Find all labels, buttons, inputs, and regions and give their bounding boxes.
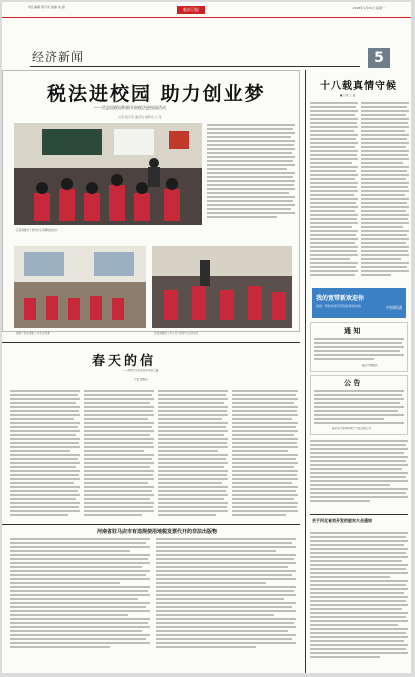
issue-date: 2018年1月30日 星期一 xyxy=(352,6,385,10)
feature-col-4 xyxy=(232,390,298,520)
feature-byline: 记者 晨税岳 xyxy=(134,378,148,381)
lead-subhead: ——莒县国税局积极开展税法进校园活动 xyxy=(94,105,166,110)
editor-info: 责任编辑 程平亮 美编 刘 超 xyxy=(28,5,65,9)
feature-top-rule xyxy=(2,342,300,343)
column-divider xyxy=(305,70,306,673)
interaction-illustration xyxy=(152,246,292,328)
bottom-notice-col-2 xyxy=(156,538,296,668)
caption-lecture: 国税干部在课堂上为学生讲课 xyxy=(16,332,50,335)
feature-headline: 春天的信 xyxy=(92,354,157,369)
notice-signature: 临沂市国税局 xyxy=(362,364,378,367)
announcement-title: 公 告 xyxy=(344,378,361,387)
newspaper-page xyxy=(2,2,411,673)
right-bottom-text xyxy=(310,532,408,668)
announcement-signature: 临沂东方星城房地产开发有限公司 xyxy=(332,427,371,430)
bottom-notice-col-1 xyxy=(10,538,150,668)
lecture-photo xyxy=(14,246,146,328)
notice-title: 通 知 xyxy=(344,326,361,335)
lead-byline: 记者 程平亮 通讯员 褚辉亮 公 莹 xyxy=(118,115,162,119)
broadband-ad xyxy=(312,288,406,318)
caption-interaction: 莒县国税局工作人员与同学们互动交流 xyxy=(154,332,199,335)
bottom-notice-title: 河南省驻马店市有违规使用地税发票代开的非法出版物 xyxy=(96,529,217,535)
classroom-photo xyxy=(14,123,202,225)
masthead-strip xyxy=(2,2,411,18)
right-bottom-title: 关于河北省刘开发的股东大会通知 xyxy=(312,518,372,523)
lead-headline: 税法进校园 助力创业梦 xyxy=(47,83,266,105)
feature-col-1 xyxy=(10,390,80,520)
classroom-illustration xyxy=(14,123,202,225)
feature-col-2 xyxy=(84,390,154,520)
right-bottom-rule xyxy=(310,514,408,515)
section-rule xyxy=(30,66,360,67)
interaction-photo xyxy=(152,246,292,328)
ad-subtitle: 我的一帮新的宽带带给你新的体验 xyxy=(316,304,362,308)
bottom-notice-rule xyxy=(2,524,300,525)
right-col-text-1 xyxy=(310,102,358,282)
ad-brand: 中国联通 xyxy=(386,305,402,310)
paper-logo: 临沂日报 xyxy=(177,6,205,14)
ad-title: 我的宽带新欢迎你 xyxy=(316,295,365,302)
announcement-body xyxy=(314,390,404,426)
feature-col-3 xyxy=(158,390,228,520)
right-lower-text xyxy=(310,440,408,510)
caption-classroom: 莒县国税局干部向学生讲解税收知识 xyxy=(16,229,58,232)
lecture-illustration xyxy=(14,246,146,328)
section-title: 经济新闻 xyxy=(32,50,85,64)
right-col-text-2 xyxy=(361,102,409,282)
lead-body-text xyxy=(207,124,295,226)
right-byline: ■ 记者 王 晶 xyxy=(340,94,356,97)
page-number-badge: 5 xyxy=(368,48,390,68)
right-title: 十八载真情守候 xyxy=(320,81,397,92)
notice-body xyxy=(314,338,404,362)
feature-subhead: ——我市中小企业返乡创业之路 xyxy=(122,369,159,372)
